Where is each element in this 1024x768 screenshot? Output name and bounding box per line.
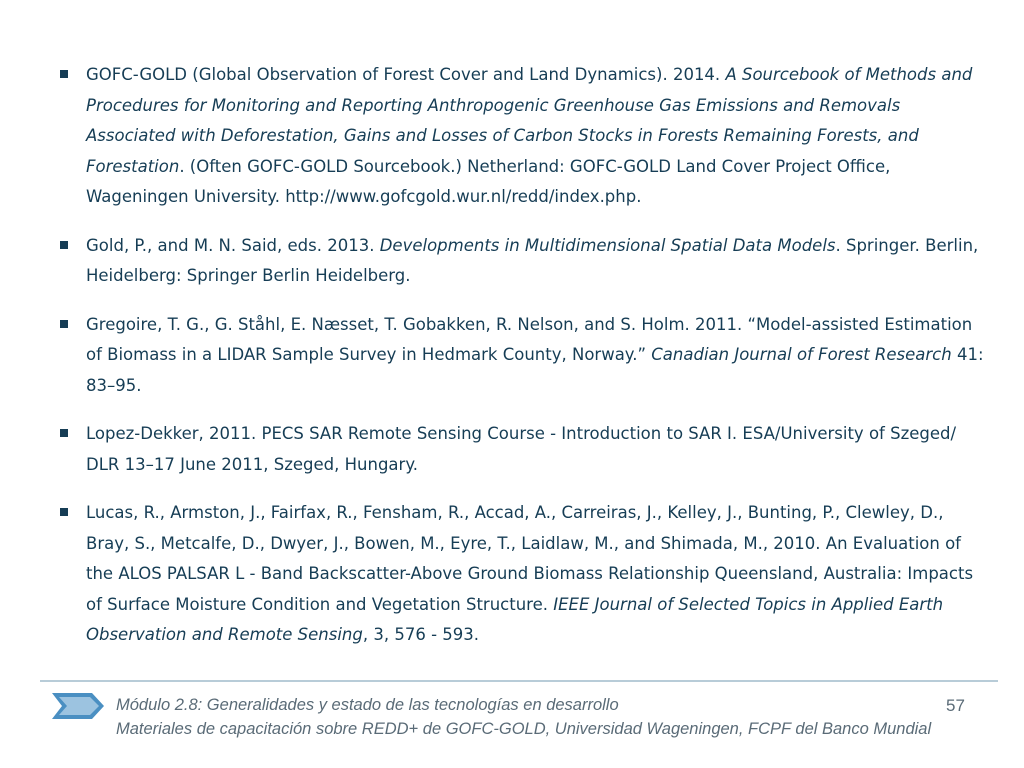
reference-text: Lucas, R., Armston, J., Fairfax, R., Fensham, R., Accad, A., Carreiras, J., Kelley, J., Bunting, P., Clewley, D., Bray, S., Metcalfe, D., Dwyer, J., Bowen, M., Eyre, T., Laidlaw, M., and Shimada, M., 2010. An Evaluation of the ALOS PALSAR L - Band Backscatter-Above Ground Biomass Relationship Queensland, Australia: Impacts of Surface Moisture Condition and Vegetation Structure. <box>86 503 974 614</box>
reference-text-end: . (Often GOFC-GOLD Sourcebook.) Netherland: GOFC-GOLD Land Cover Project Office, Wageningen University. http://www.gofcgold.wur.nl/redd/index.php. <box>86 156 891 206</box>
reference-text: GOFC-GOLD (Global Observation of Forest Cover and Land Dynamics). 2014. <box>86 65 726 84</box>
reference-list <box>58 60 988 669</box>
reference-title: Canadian Journal of Forest Research <box>651 345 952 364</box>
footer-module-title: Módulo 2.8: Generalidades y estado de las tecnologías en desarrollo <box>116 696 619 714</box>
reference-text-end: . Springer. Berlin, Heidelberg: Springer Berlin Heidelberg. <box>86 235 979 285</box>
footer-materials: Materiales de capacitación sobre REDD+ de GOFC-GOLD, Universidad Wageningen, FCPF del Banco Mundial <box>116 720 932 738</box>
bullet-icon <box>60 241 68 249</box>
footer-divider <box>40 680 998 682</box>
reference-title: IEEE Journal of Selected Topics in Applied Earth Observation and Remote Sensing <box>86 594 944 644</box>
bullet-icon <box>60 320 68 328</box>
reference-text-end: 41: 83–95. <box>86 345 984 395</box>
reference-title: A Sourcebook of Methods and Procedures for Monitoring and Reporting Anthropogenic Greenhouse Gas Emissions and Removals Associated with Deforestation, Gains and Losses of Carbon Stocks in Forests Remaining Forests, and Forestation <box>86 65 973 176</box>
bullet-icon <box>60 429 68 437</box>
chevron-right-icon <box>50 691 106 721</box>
page-number: 57 <box>946 696 965 715</box>
reference-text: Lopez-Dekker, 2011. PECS SAR Remote Sensing Course - Introduction to SAR I. ESA/University of Szeged/ DLR 13–17 June 2011, Szeged, Hungary. <box>86 424 957 474</box>
reference-title: Developments in Multidimensional Spatial Data Models <box>379 235 836 255</box>
reference-item <box>58 419 988 480</box>
reference-item <box>58 60 988 213</box>
reference-item <box>58 498 988 651</box>
bullet-icon <box>60 70 68 78</box>
reference-item <box>58 231 988 292</box>
reference-text-end: , 3, 576 - 593. <box>362 625 480 644</box>
reference-item <box>58 310 988 402</box>
reference-text: Gold, P., and M. N. Said, eds. 2013. <box>86 235 380 255</box>
bullet-icon <box>60 508 68 516</box>
reference-text: Gregoire, T. G., G. Ståhl, E. Næsset, T. Gobakken, R. Nelson, and S. Holm. 2011. “Model-assisted Estimation of Biomass in a LIDAR Sample Survey in Hedmark County, Norway.” <box>86 314 973 364</box>
